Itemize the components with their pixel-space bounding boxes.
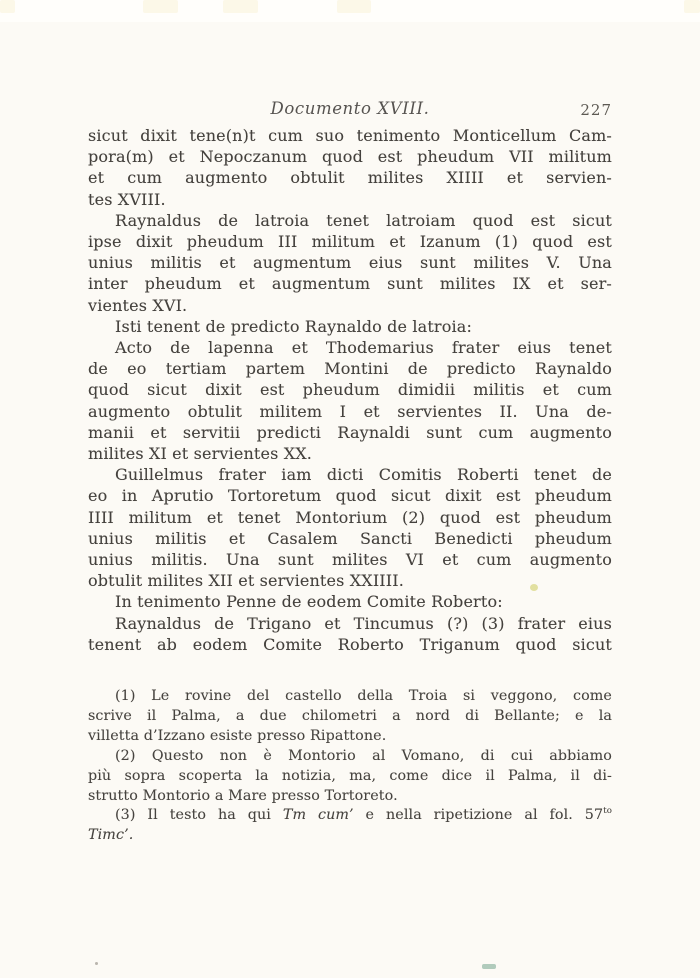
text-line: (1) Le rovine del castello della Troia si veggono, come xyxy=(115,688,612,704)
paragraph xyxy=(88,613,612,655)
text-line: pora(m) et Nepoczanum quod est pheudum VII militum xyxy=(88,147,612,167)
footnotes xyxy=(88,687,612,846)
footnote xyxy=(88,806,612,846)
text-line: Raynaldus de latroia tenet latroiam quod est sicut xyxy=(115,210,612,230)
text-line: sicut dixit tene(n)t cum suo tenimento Monticellum Cam- xyxy=(88,126,612,145)
text-segment: to xyxy=(603,806,612,817)
paragraph xyxy=(88,591,612,612)
text-line: obtulit milites XII et servientes XXIIII. xyxy=(88,571,404,591)
text-line: villetta d’Izzano esiste presso Ripattone. xyxy=(88,727,387,744)
text-line: scrive il Palma, a due chilometri a nord di Bellante; e la xyxy=(88,707,612,724)
text-line: più sopra scoperta la notizia, ma, come dice il Palma, il di- xyxy=(88,767,612,784)
text-line: (2) Questo non è Montorio al Vomano, di cui abbiamo xyxy=(115,747,612,764)
text-line: Isti tenent de predicto Raynaldo de latroia: xyxy=(115,316,473,336)
text-line: ipse dixit pheudum III militum et Izanum (1) quod est xyxy=(88,232,612,252)
paragraph xyxy=(88,210,612,316)
text-segment: Tm cum’ xyxy=(282,807,354,824)
text-line: inter pheudum et augmentum sunt milites IX et ser- xyxy=(88,274,612,294)
text-segment: e nella ripetizione al fol. 57 xyxy=(353,807,604,824)
scan-artifact-yellow-dot xyxy=(530,584,538,591)
paragraph xyxy=(88,337,612,464)
paragraph xyxy=(88,464,612,591)
text-line: Guillelmus frater iam dicti Comitis Roberti tenet de xyxy=(115,465,612,485)
scan-artifact-patch xyxy=(684,0,700,13)
text-line: vientes XVI. xyxy=(88,295,188,315)
text-line: IIII militum et tenet Montorium (2) quod est pheudum xyxy=(88,507,612,527)
body-text xyxy=(88,125,612,655)
text-line: tes XVIII. xyxy=(88,189,166,209)
text-line: eo in Aprutio Tortoretum quod sicut dixit est pheudum xyxy=(88,486,612,506)
text-line: Acto de lapenna et Thodemarius frater eius tenet xyxy=(115,338,612,358)
text-line: manii et servitii predicti Raynaldi sunt cum augmento xyxy=(88,422,612,442)
text-line: de eo tertiam partem Montini de predicto Raynaldo xyxy=(88,359,612,379)
text-line: quod sicut dixit est pheudum dimidii militis et cum xyxy=(88,380,612,400)
text-line: unius militis. Una sunt milites VI et cum augmento xyxy=(88,550,612,570)
document-title: Documento XVIII. xyxy=(270,99,430,118)
text-line: augmento obtulit militem I et servientes II. Una de- xyxy=(88,401,612,421)
page-header xyxy=(88,99,612,123)
text-line: et cum augmento obtulit milites XIIII et servien- xyxy=(88,168,612,188)
footnote xyxy=(88,747,612,807)
text-segment: (3) Il testo ha qui xyxy=(115,807,283,824)
scan-artifact-patch xyxy=(223,0,258,13)
text-line: strutto Montorio a Mare presso Tortoreto. xyxy=(88,787,398,804)
scan-top-strip xyxy=(0,0,700,22)
footnote xyxy=(88,687,612,747)
text-line: unius militis et Casalem Sancti Benedicti pheudum xyxy=(88,528,612,548)
text-line xyxy=(88,806,612,826)
scan-artifact-patch xyxy=(143,0,178,13)
scan-artifact-patch xyxy=(0,0,15,13)
paragraph xyxy=(88,316,612,337)
page-number: 227 xyxy=(580,101,612,119)
scan-artifact-patch xyxy=(337,0,371,13)
text-line xyxy=(88,826,612,846)
text-line: In tenimento Penne de eodem Comite Roberto: xyxy=(115,592,503,612)
paragraph xyxy=(88,125,612,210)
text-line: Raynaldus de Trigano et Tincumus (?) (3) frater eius xyxy=(115,613,612,633)
scan-artifact-teal-dash xyxy=(482,964,496,969)
text-line: unius militis et augmentum eius sunt milites V. Una xyxy=(88,253,612,273)
text-line: milites XI et servientes XX. xyxy=(88,444,313,464)
text-line: tenent ab eodem Comite Roberto Triganum quod sicut xyxy=(88,634,612,654)
text-segment: Timc’. xyxy=(88,827,134,844)
scan-artifact-speck xyxy=(95,962,98,965)
